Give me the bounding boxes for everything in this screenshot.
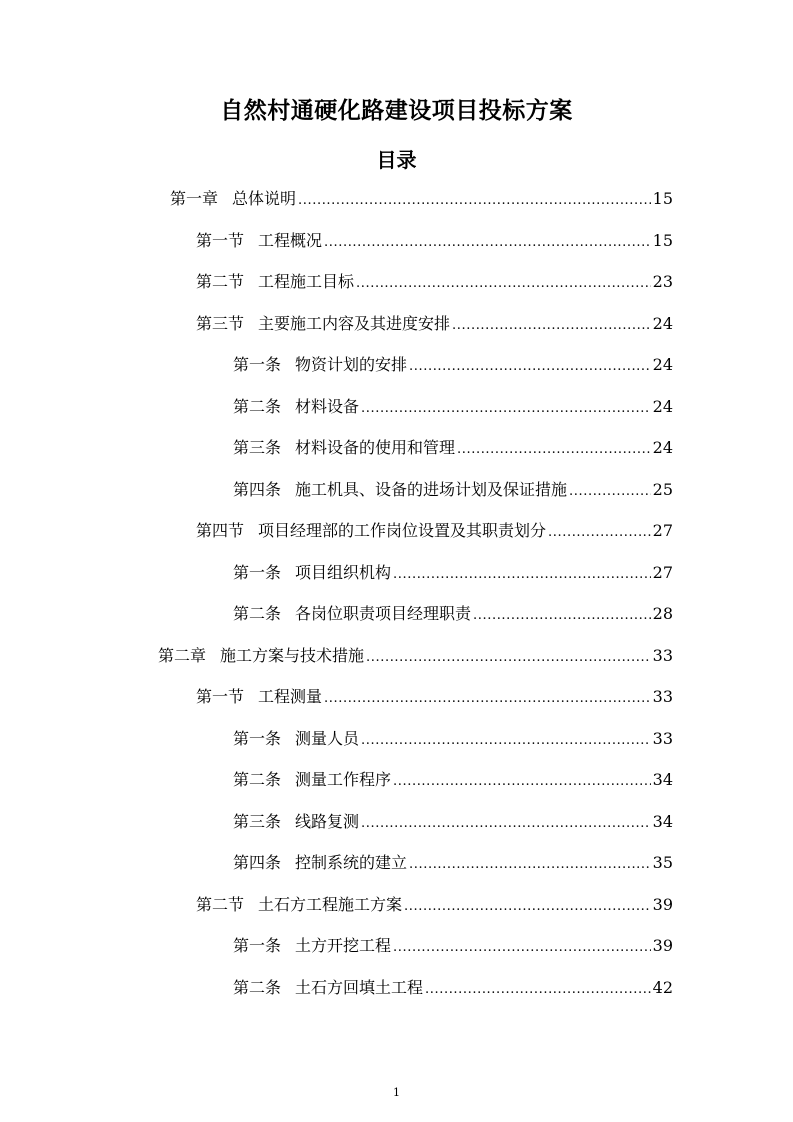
dot-leader bbox=[361, 816, 651, 831]
toc-entry-number: 第二节 bbox=[196, 272, 245, 291]
toc-entry-page: 15 bbox=[652, 189, 673, 208]
toc-entry[interactable] bbox=[196, 311, 673, 341]
toc-entry-title: 土石方工程施工方案 bbox=[258, 894, 403, 914]
toc-entry-number: 第一章 bbox=[170, 189, 219, 208]
toc-entry[interactable] bbox=[233, 726, 673, 756]
toc-entry-title: 材料设备的使用和管理 bbox=[295, 438, 456, 457]
toc-entry-title: 土石方回填土工程 bbox=[295, 977, 424, 997]
toc-entry[interactable] bbox=[233, 809, 673, 839]
toc-entry-page: 35 bbox=[652, 853, 673, 872]
toc-entry-title: 工程概况 bbox=[258, 230, 323, 250]
dot-leader bbox=[409, 857, 651, 872]
toc-entry[interactable] bbox=[233, 767, 673, 797]
dot-leader bbox=[361, 401, 651, 416]
dot-leader bbox=[298, 193, 651, 208]
toc-entry[interactable] bbox=[233, 601, 673, 631]
toc-entry-title: 土方开挖工程 bbox=[295, 936, 392, 955]
dot-leader bbox=[404, 899, 651, 914]
toc-entry-page: 27 bbox=[652, 562, 673, 582]
toc-entry-number: 第一节 bbox=[196, 230, 245, 250]
toc-entry-number: 第二条 bbox=[233, 396, 282, 416]
toc-entry-page: 15 bbox=[652, 230, 673, 250]
dot-leader bbox=[457, 442, 651, 457]
dot-leader bbox=[452, 318, 651, 333]
toc-entry[interactable] bbox=[233, 435, 673, 465]
toc-entry-page: 42 bbox=[652, 977, 673, 997]
toc-entry-number: 第四条 bbox=[233, 479, 282, 499]
dot-leader bbox=[393, 940, 651, 955]
toc-entry-number: 第一条 bbox=[233, 562, 282, 582]
toc-entry[interactable] bbox=[196, 269, 673, 299]
toc-entry-title: 项目经理部的工作岗位设置及其职责划分 bbox=[258, 521, 547, 540]
toc-entry-number: 第二条 bbox=[233, 604, 282, 623]
toc-entry[interactable] bbox=[233, 560, 673, 590]
toc-entry-page: 39 bbox=[652, 894, 673, 914]
toc-entry-number: 第四条 bbox=[233, 853, 282, 872]
toc-entry-number: 第二节 bbox=[196, 894, 245, 914]
page-number: 1 bbox=[393, 1086, 400, 1099]
toc-entry-page: 33 bbox=[652, 645, 673, 665]
toc-entry-page: 28 bbox=[652, 604, 673, 623]
toc-entry-number: 第三条 bbox=[233, 811, 282, 831]
toc-entry-page: 25 bbox=[652, 479, 673, 499]
toc-entry-number: 第一条 bbox=[233, 728, 282, 748]
toc-entry-title: 施工方案与技术措施 bbox=[220, 645, 365, 665]
toc-entry[interactable] bbox=[196, 228, 673, 258]
toc-entry-title: 工程施工目标 bbox=[258, 272, 355, 291]
toc-entry-title: 各岗位职责项目经理职责 bbox=[295, 604, 472, 623]
toc-entry-page: 24 bbox=[652, 438, 673, 457]
toc-entry-number: 第一条 bbox=[233, 355, 282, 374]
toc-entry-page: 33 bbox=[652, 728, 673, 748]
toc-entry[interactable] bbox=[158, 643, 673, 673]
toc-entry-title: 测量工作程序 bbox=[295, 770, 392, 789]
dot-leader bbox=[473, 608, 651, 623]
dot-leader bbox=[356, 276, 651, 291]
toc-entry-page: 24 bbox=[652, 355, 673, 374]
dot-leader bbox=[409, 359, 651, 374]
toc-entry[interactable] bbox=[233, 975, 673, 1005]
toc-entry[interactable] bbox=[233, 933, 673, 963]
toc-entry-page: 27 bbox=[652, 521, 673, 540]
toc-entry-title: 测量人员 bbox=[295, 728, 360, 748]
toc-entry[interactable] bbox=[233, 477, 673, 507]
dot-leader bbox=[425, 982, 651, 997]
dot-leader bbox=[324, 691, 651, 706]
dot-leader bbox=[324, 235, 651, 250]
toc-entry-page: 34 bbox=[652, 770, 673, 789]
toc-entry-page: 34 bbox=[652, 811, 673, 831]
dot-leader bbox=[393, 567, 651, 582]
toc-heading: 目录 bbox=[376, 148, 417, 172]
toc-entry[interactable] bbox=[196, 518, 673, 548]
toc-entry-number: 第三条 bbox=[233, 438, 282, 457]
toc-entry-number: 第二章 bbox=[158, 645, 207, 665]
toc-entry-number: 第一条 bbox=[233, 936, 282, 955]
toc-entry-number: 第二条 bbox=[233, 977, 282, 997]
toc-entry-number: 第三节 bbox=[196, 313, 245, 333]
toc-entry-number: 第二条 bbox=[233, 770, 282, 789]
toc-entry-page: 23 bbox=[652, 272, 673, 291]
document-title: 自然村通硬化路建设项目投标方案 bbox=[220, 98, 573, 124]
toc-entry-title: 主要施工内容及其进度安排 bbox=[258, 313, 451, 333]
toc-entry-title: 物资计划的安排 bbox=[295, 355, 408, 374]
toc-entry-page: 33 bbox=[652, 687, 673, 706]
toc-entry[interactable] bbox=[170, 186, 673, 216]
toc-entry-number: 第四节 bbox=[196, 521, 245, 540]
toc-entry-title: 总体说明 bbox=[232, 189, 297, 208]
toc-entry-title: 项目组织机构 bbox=[295, 562, 392, 582]
dot-leader bbox=[569, 484, 651, 499]
toc-entry[interactable] bbox=[196, 892, 673, 922]
toc-entry-title: 控制系统的建立 bbox=[295, 853, 408, 872]
toc-entry-number: 第一节 bbox=[196, 687, 245, 706]
toc-entry[interactable] bbox=[233, 394, 673, 424]
toc-entry-title: 材料设备 bbox=[295, 396, 360, 416]
dot-leader bbox=[361, 733, 651, 748]
toc-entry-title: 线路复测 bbox=[295, 811, 360, 831]
toc-entry-title: 工程测量 bbox=[258, 687, 323, 706]
toc-entry[interactable] bbox=[233, 850, 673, 880]
dot-leader bbox=[366, 650, 651, 665]
toc-entry-page: 39 bbox=[652, 936, 673, 955]
dot-leader bbox=[548, 525, 651, 540]
toc-entry[interactable] bbox=[233, 352, 673, 382]
toc-entry-page: 24 bbox=[652, 396, 673, 416]
toc-entry[interactable] bbox=[196, 684, 673, 714]
dot-leader bbox=[393, 774, 651, 789]
toc-entry-title: 施工机具、设备的进场计划及保证措施 bbox=[295, 479, 568, 499]
toc-entry-page: 24 bbox=[652, 313, 673, 333]
